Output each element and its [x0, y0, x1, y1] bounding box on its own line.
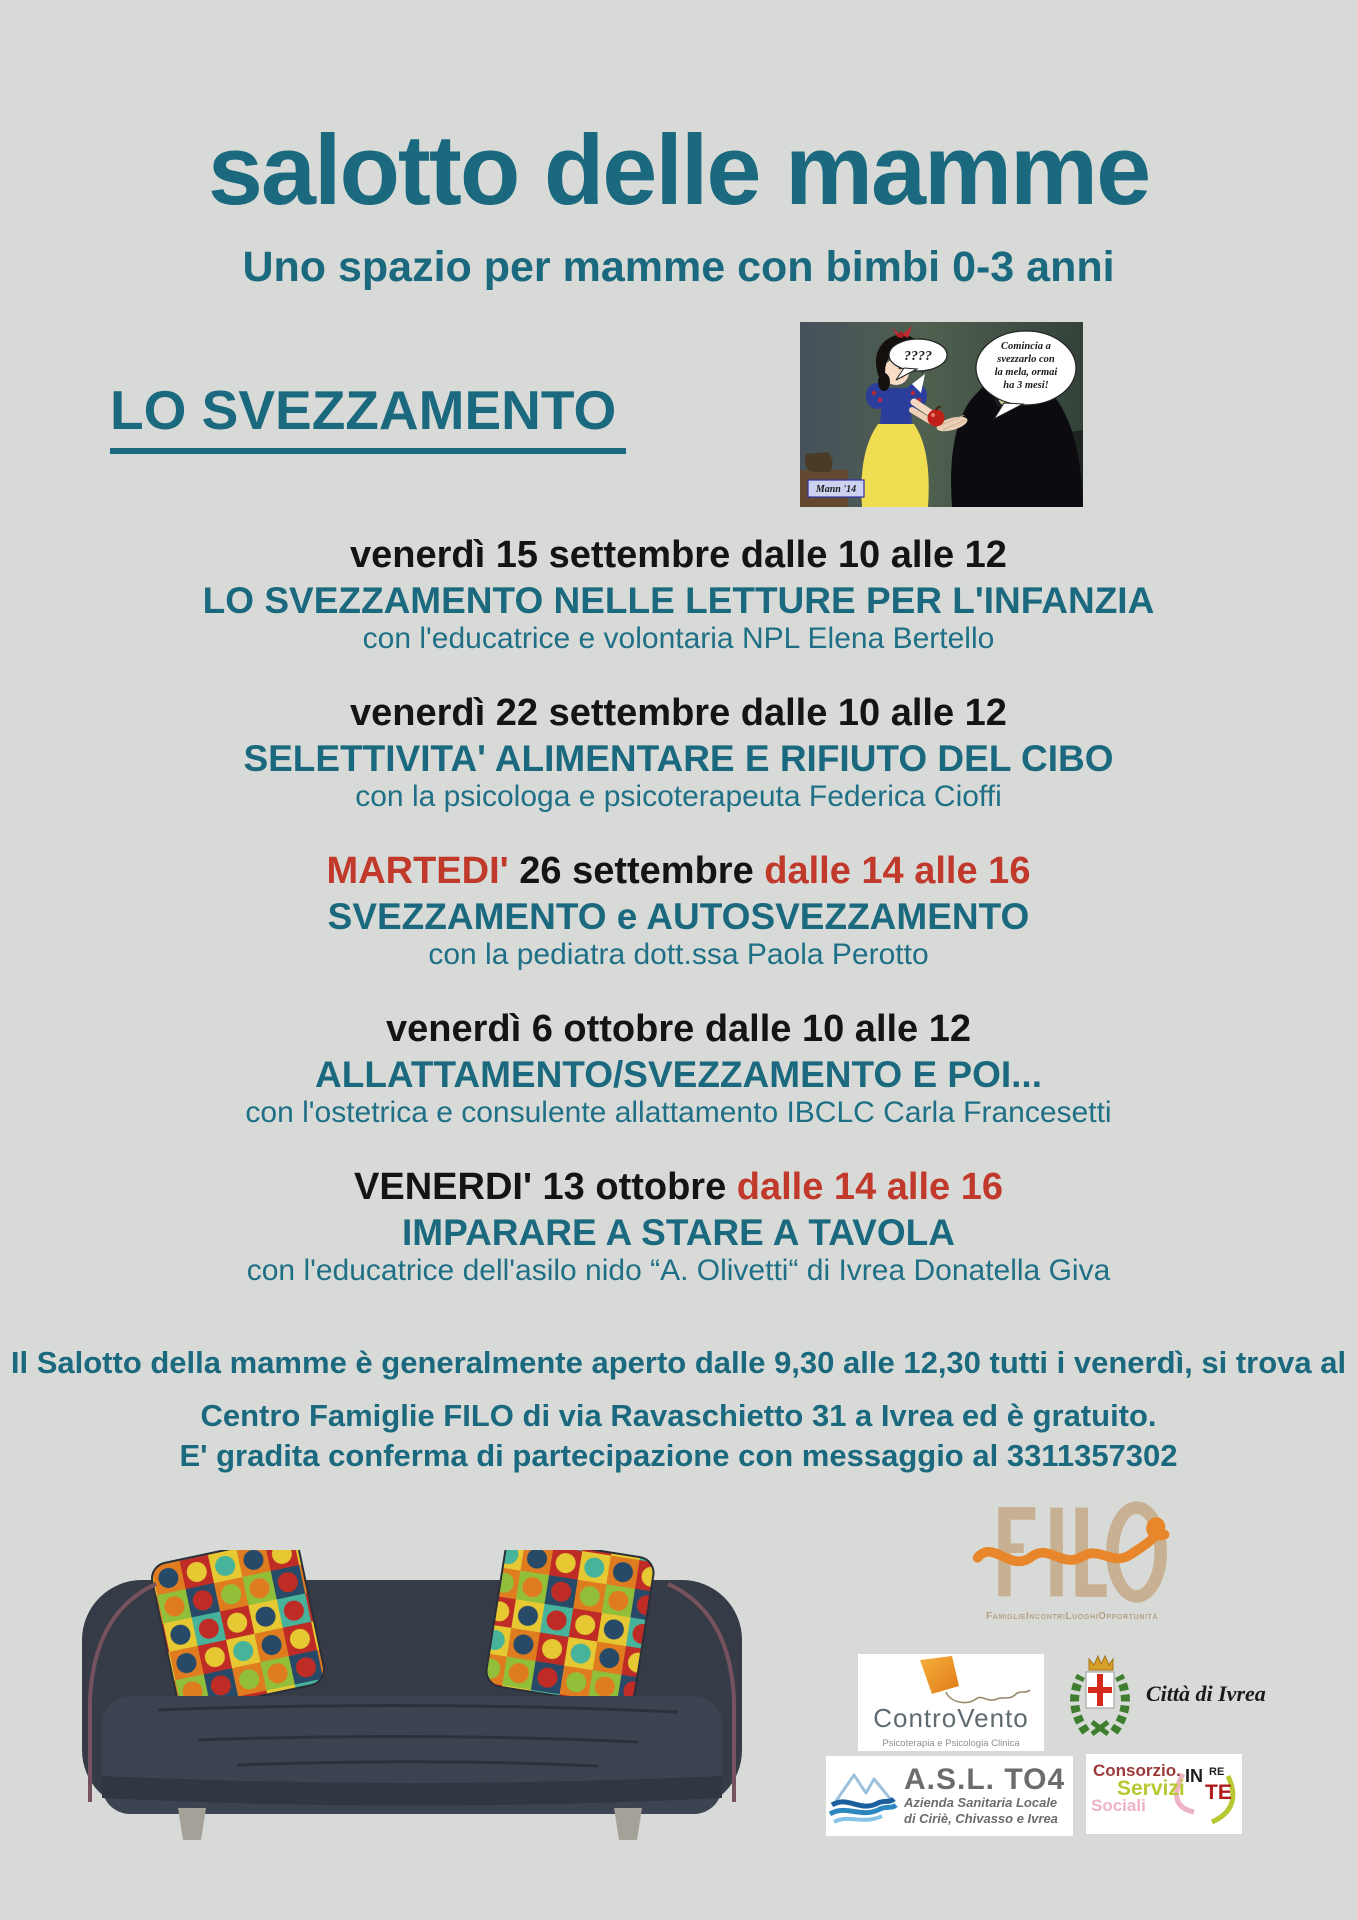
asl-logo: [826, 1756, 1073, 1836]
event-title: ALLATTAMENTO/SVEZZAMENTO E POI...: [315, 1054, 1042, 1095]
inrete-word: RE: [1209, 1766, 1225, 1778]
inrete-word: IN: [1185, 1766, 1203, 1786]
event-title: LO SVEZZAMENTO NELLE LETTURE PER L'INFANZIA: [202, 580, 1155, 621]
svg-text:Comincia a: Comincia a: [1001, 341, 1051, 352]
asl-text: [904, 1765, 1065, 1827]
event-title: SELETTIVITA' ALIMENTARE E RIFIUTO DEL CIBO: [243, 738, 1114, 779]
event-date: VENERDI' 13 ottobre dalle 14 alle 16: [354, 1166, 1003, 1208]
event-title: IMPARARE A STARE A TAVOLA: [402, 1212, 955, 1253]
kite-icon: [858, 1654, 1044, 1706]
svg-text:ha 3 mesi!: ha 3 mesi!: [1003, 380, 1049, 391]
event-block: [245, 1007, 1111, 1129]
filo-wordmark-icon: [972, 1498, 1172, 1606]
asl-name: A.S.L. TO4: [904, 1763, 1066, 1796]
controvento-logo: [858, 1654, 1044, 1751]
controvento-name: ControVento: [873, 1703, 1029, 1733]
confirmation-text: E' gradita conferma di partecipazione con messaggio al 3311357302: [179, 1438, 1178, 1473]
info-line: Centro Famiglie FILO di via Ravaschietto 31 a Ivrea ed è gratuito.: [200, 1398, 1157, 1433]
info-line: Il Salotto della mamme è generalmente aperto dalle 9,30 alle 12,30 tutti i venerdì, si trova al: [10, 1345, 1347, 1380]
ivrea-logo: [1064, 1650, 1266, 1738]
watermark: [808, 480, 864, 497]
event-date: venerdì 22 settembre dalle 10 alle 12: [350, 692, 1007, 734]
event-date: MARTEDI' 26 settembre dalle 14 alle 16: [326, 850, 1031, 892]
consorzio-word: Sociali: [1091, 1796, 1146, 1815]
bubble-left-text: ????: [904, 349, 932, 364]
asl-tagline: di Ciriè, Chivasso e Ivrea: [904, 1811, 1058, 1826]
couch-photo: [78, 1550, 748, 1842]
event-presenter: con la psicologa e psicoterapeuta Federica Cioffi: [355, 780, 1002, 813]
couch-leg: [178, 1808, 206, 1840]
event-date: venerdì 15 settembre dalle 10 alle 12: [350, 534, 1007, 576]
event-block: [243, 691, 1113, 813]
page-subtitle: Uno spazio per mamme con bimbi 0-3 anni: [242, 243, 1115, 291]
event-block: [247, 1165, 1111, 1287]
pillow-right: [484, 1550, 656, 1708]
mountain-waves-icon: [826, 1765, 900, 1827]
event-presenter: con l'educatrice e volontaria NPL Elena Bertello: [362, 622, 995, 655]
consorzio-word: Servizi: [1117, 1777, 1185, 1800]
event-block: [203, 533, 1155, 655]
inrete-word: TE: [1205, 1781, 1232, 1804]
event-presenter: con l'educatrice dell'asilo nido “A. Olivetti“ di Ivrea Donatella Giva: [246, 1254, 1111, 1287]
event-presenter: con l'ostetrica e consulente allattamento IBCLC Carla Francesetti: [245, 1096, 1112, 1129]
cartoon-image: [800, 322, 1083, 507]
coat-of-arms-icon: [1064, 1650, 1136, 1738]
snow-white-cartoon: [800, 322, 1083, 507]
asl-tagline: Azienda Sanitaria Locale: [904, 1795, 1058, 1810]
event-date: venerdì 6 ottobre dalle 10 alle 12: [385, 1008, 972, 1050]
filo-tagline: FamiglieIncontriLuoghiOpportunità: [985, 1611, 1159, 1622]
svg-text:la mela, ormai: la mela, ormai: [994, 367, 1058, 378]
event-title: SVEZZAMENTO e AUTOSVEZZAMENTO: [327, 896, 1030, 937]
ivrea-label: Città di Ivrea: [1146, 1681, 1266, 1706]
page-title: salotto delle mamme: [207, 114, 1150, 225]
consorzio-word: Consorzio.: [1093, 1761, 1181, 1780]
consorzio-logo: [1086, 1754, 1242, 1834]
events-list: [0, 533, 1357, 1323]
event-block: [327, 849, 1031, 971]
controvento-tagline: Psicoterapia e Psicologia Clinica: [882, 1738, 1020, 1749]
basket: [805, 452, 833, 472]
couch-leg: [614, 1808, 642, 1840]
filo-logo: [972, 1498, 1172, 1622]
info-text: [0, 1336, 1357, 1442]
svg-text:Mann '14: Mann '14: [815, 484, 857, 495]
section-heading: LO SVEZZAMENTO: [110, 378, 626, 454]
svg-text:svezzarlo con: svezzarlo con: [997, 354, 1055, 365]
event-presenter: con la pediatra dott.ssa Paola Perotto: [428, 938, 929, 971]
